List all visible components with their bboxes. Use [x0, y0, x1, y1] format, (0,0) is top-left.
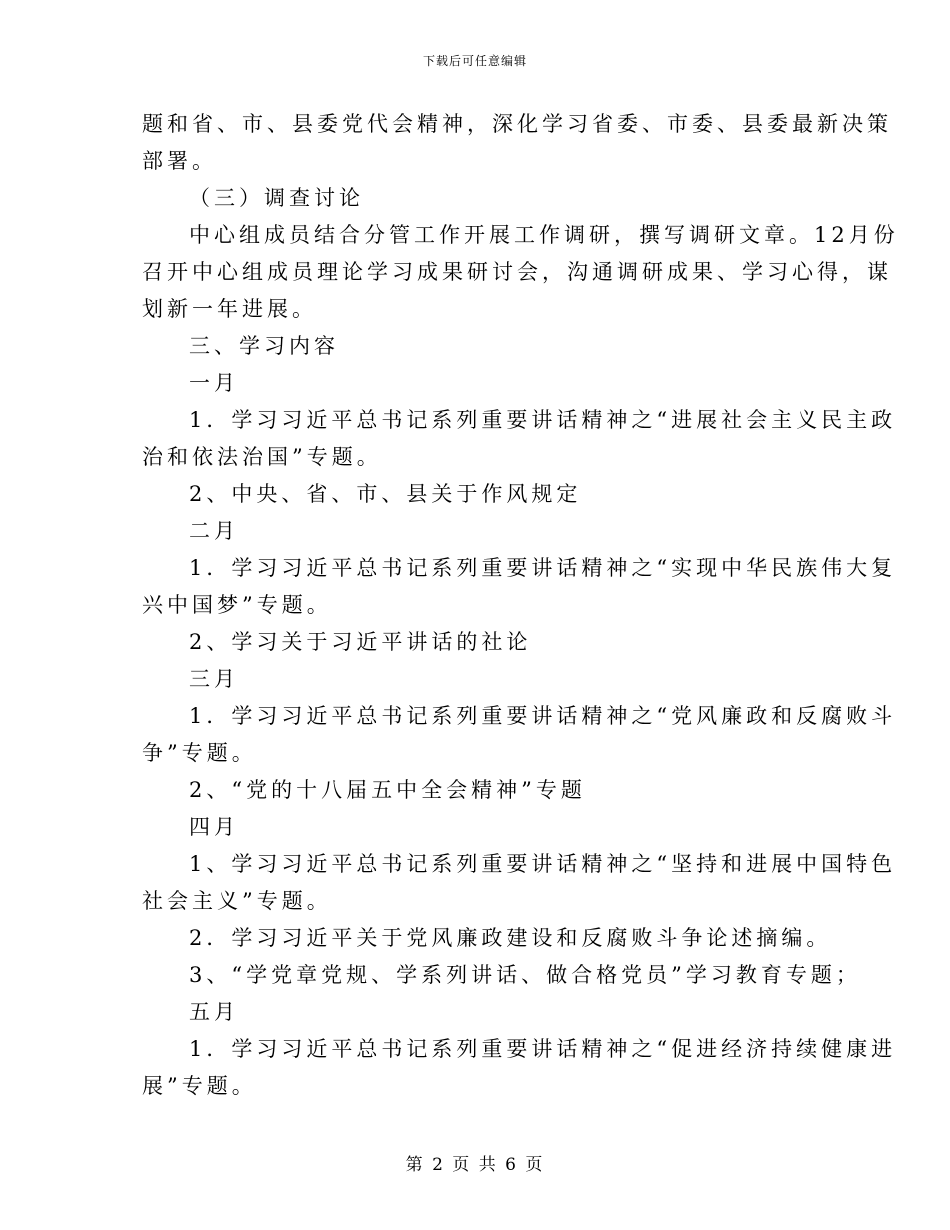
list-item: 1．学习习近平总书记系列重要讲话精神之“进展社会主义民主政	[189, 408, 897, 432]
list-item-continuation: 治和依法治国”专题。	[142, 445, 382, 469]
list-item-continuation: 社会主义”专题。	[142, 889, 332, 913]
list-item: 1．学习习近平总书记系列重要讲话精神之“党风廉政和反腐败斗	[189, 704, 897, 728]
paragraph-line: 题和省、市、县委党代会精神，深化学习省委、市委、县委最新决策	[142, 112, 892, 136]
paragraph-line: 召开中心组成员理论学习成果研讨会，沟通调研成果、学习心得，谋	[142, 260, 892, 284]
paragraph-line: 划新一年进展。	[142, 297, 317, 321]
list-item: 2、“党的十八届五中全会精神”专题	[189, 778, 586, 802]
page-header: 下载后可任意编辑	[422, 54, 527, 68]
month-heading: 一月	[189, 371, 239, 395]
list-item: 1．学习习近平总书记系列重要讲话精神之“实现中华民族伟大复	[189, 556, 897, 580]
section-heading: 三、学习内容	[189, 334, 339, 358]
month-heading: 二月	[189, 519, 239, 543]
list-item: 2、中央、省、市、县关于作风规定	[189, 482, 582, 506]
document-body	[142, 106, 899, 1105]
list-item: 2、学习关于习近平讲话的社论	[189, 630, 532, 654]
paragraph-line: 部署。	[142, 149, 217, 173]
month-heading: 五月	[189, 1000, 239, 1024]
list-item: 3、“学党章党规、学系列讲话、做合格党员”学习教育专题；	[189, 963, 861, 987]
month-heading: 三月	[189, 667, 239, 691]
list-item-continuation: 兴中国梦”专题。	[142, 593, 332, 617]
list-item-continuation: 争”专题。	[142, 741, 257, 765]
list-item: 1．学习习近平总书记系列重要讲话精神之“促进经济持续健康进	[189, 1037, 897, 1061]
page-number-footer: 第 2 页 共 6 页	[405, 1155, 545, 1175]
list-item: 1、学习习近平总书记系列重要讲话精神之“坚持和进展中国特色	[189, 852, 897, 876]
month-heading: 四月	[189, 815, 239, 839]
list-item: 2．学习习近平关于党风廉政建设和反腐败斗争论述摘编。	[189, 926, 832, 950]
list-item-continuation: 展”专题。	[142, 1074, 257, 1098]
section-subheading: （三）调查讨论	[189, 186, 364, 210]
paragraph-line: 中心组成员结合分管工作开展工作调研，撰写调研文章。12月份	[189, 223, 899, 247]
